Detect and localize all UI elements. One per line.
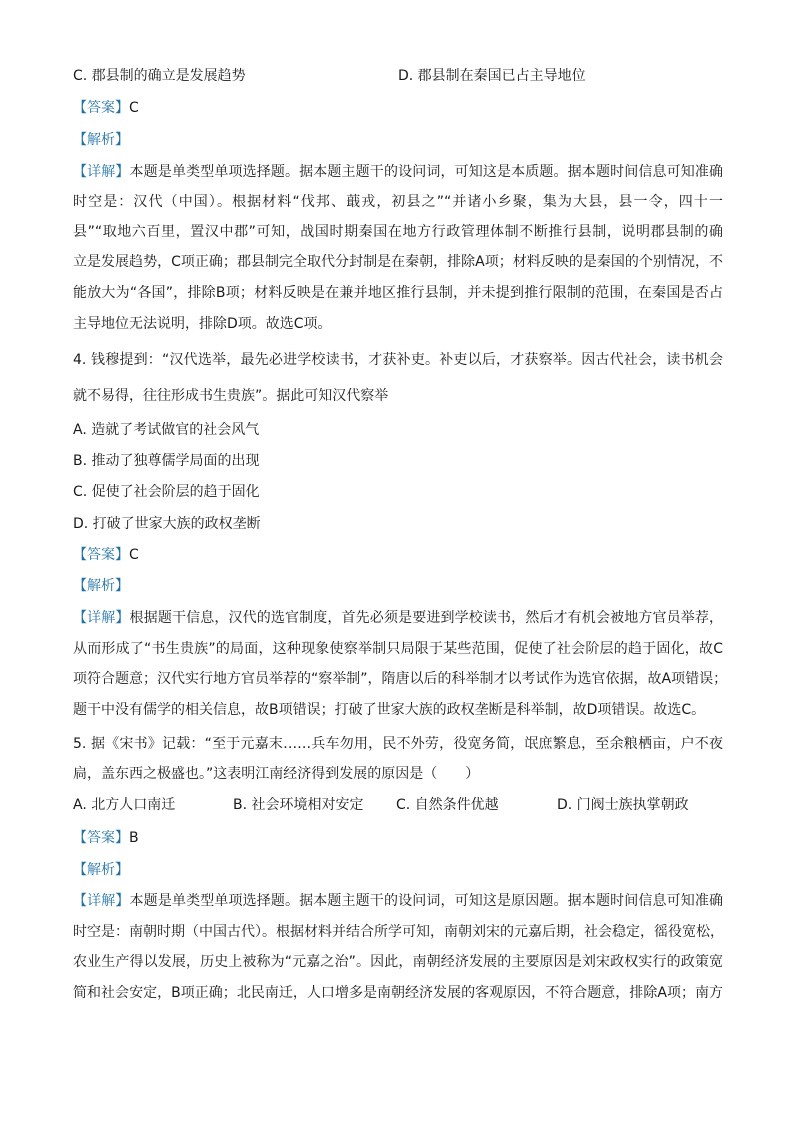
q3-detail-line-3: 县”“取地六百里，置汉中郡”可知，战国时期秦国在地方行政管理体制不断推行县制，说明郡县制的确	[73, 224, 723, 240]
q3-detail-line-4: 立是发展趋势，C项正确；郡县制完全取代分封制是在秦朝，排除A项；材料反映的是秦国的个别情况，不	[73, 254, 723, 270]
q3-detail-line-2: 时空是：汉代（中国）。根据材料“伐邦、蕺戎，初县之”“并诸小乡聚，集为大县，县一令，四十一	[73, 194, 723, 210]
q5-stem-line-2: 扃，盖东西之极盛也。”这表明江南经济得到发展的原因是（ ）	[73, 766, 480, 782]
q5-analysis-tag	[73, 860, 723, 880]
q4-detail-line-4: 题干中没有儒学的相关信息，故B项错误；打破了世家大族的政权垄断是科举制，故D项错误。故选C。	[73, 702, 706, 718]
q5-detail-line-4: 简和社会安定，B项正确；北民南迁，人口增多是南朝经济发展的客观原因，不符合题意，排除A项；南方	[73, 985, 723, 1001]
q5-stem-line-1: 5. 据《宋书》记载：“至于元嘉末……兵车勿用，民不外劳，役宽务简，氓庶繁息，至余粮栖亩，户不夜	[73, 736, 723, 752]
q5-detail-line-2: 时空是：南朝时期（中国古代）。根据材料并结合所学可知，南朝刘宋的元嘉后期，社会稳定，徭役宽松，	[73, 924, 724, 940]
analysis-tag: 【解析】	[73, 862, 129, 878]
q4-answer-row	[73, 545, 723, 565]
q5-detail-line-1: 【详解】本题是单类型单项选择题。据本题主题干的设问词，可知这是原因题。据本题时间信息可知准确	[73, 893, 724, 909]
q5-option-a: A. 北方人口南迁	[73, 797, 176, 813]
q4-option-b: B. 推动了独尊儒学局面的出现	[73, 453, 260, 469]
q3-option-c: C. 郡县制的确立是发展趋势	[73, 68, 246, 84]
q4-option-d: D. 打破了世家大族的政权垄断	[73, 516, 261, 532]
detail-tag: 【详解】	[73, 164, 130, 180]
analysis-tag: 【解析】	[73, 578, 129, 594]
q3-detail-line-6: 主导地位无法说明，排除D项。故选C项。	[73, 316, 332, 332]
q4-stem-line-1: 4. 钱穆提到：“汉代选举，最先必进学校读书，才获补吏。补吏以后，才获察举。因古代社会，读书机会	[73, 352, 723, 368]
q4-option-c: C. 促使了社会阶层的趋于固化	[73, 484, 260, 500]
analysis-tag: 【解析】	[73, 132, 129, 148]
answer-tag: 【答案】	[73, 830, 129, 846]
answer-tag: 【答案】	[73, 100, 129, 116]
q4-detail-line-2: 从而形成了“书生贵族”的局面，这种现象使察举制只局限于某些范围，促使了社会阶层的趋于固化，故C	[73, 641, 723, 657]
q5-option-d: D. 门阀士族执掌朝政	[557, 797, 689, 813]
answer-tag: 【答案】	[73, 547, 129, 563]
q5-answer-row	[73, 828, 723, 848]
q5-option-c: C. 自然条件优越	[396, 797, 499, 813]
detail-tag: 【详解】	[73, 893, 130, 909]
q3-option-d: D. 郡县制在秦国已占主导地位	[398, 68, 586, 84]
q3-detail-line-5: 能放大为“各国”，排除B项；材料反映是在兼并地区推行县制，并未提到推行限制的范围，在秦国是否占	[73, 285, 723, 301]
answer-value: C	[129, 547, 139, 563]
q4-option-a: A. 造就了考试做官的社会风气	[73, 422, 260, 438]
q5-detail-line-3: 农业生产得以发展，历史上被称为“元嘉之治”。因此，南朝经济发展的主要原因是刘宋政权实行的政策宽	[73, 954, 723, 970]
q4-detail-line-1: 【详解】根据题干信息，汉代的选官制度，首先必须是要进到学校读书，然后才有机会被地方官员举荐，	[73, 610, 724, 626]
answer-value: C	[129, 100, 139, 116]
q4-detail-line-3: 项符合题意；汉代实行地方官员举荐的“察举制”，隋唐以后的科举制才以考试作为选官依据，故A项错误；	[73, 671, 728, 687]
q3-answer-row	[73, 98, 723, 118]
q5-option-b: B. 社会环境相对安定	[233, 797, 364, 813]
answer-value: B	[129, 830, 139, 846]
detail-tag: 【详解】	[73, 610, 130, 626]
q4-stem-line-2: 就不易得，往往形成书生贵族”。据此可知汉代察举	[73, 388, 389, 404]
q3-analysis-tag	[73, 130, 723, 150]
q4-analysis-tag	[73, 576, 723, 596]
q3-detail-line-1: 【详解】本题是单类型单项选择题。据本题主题干的设问词，可知这是本质题。据本题时间信息可知准确	[73, 164, 724, 180]
